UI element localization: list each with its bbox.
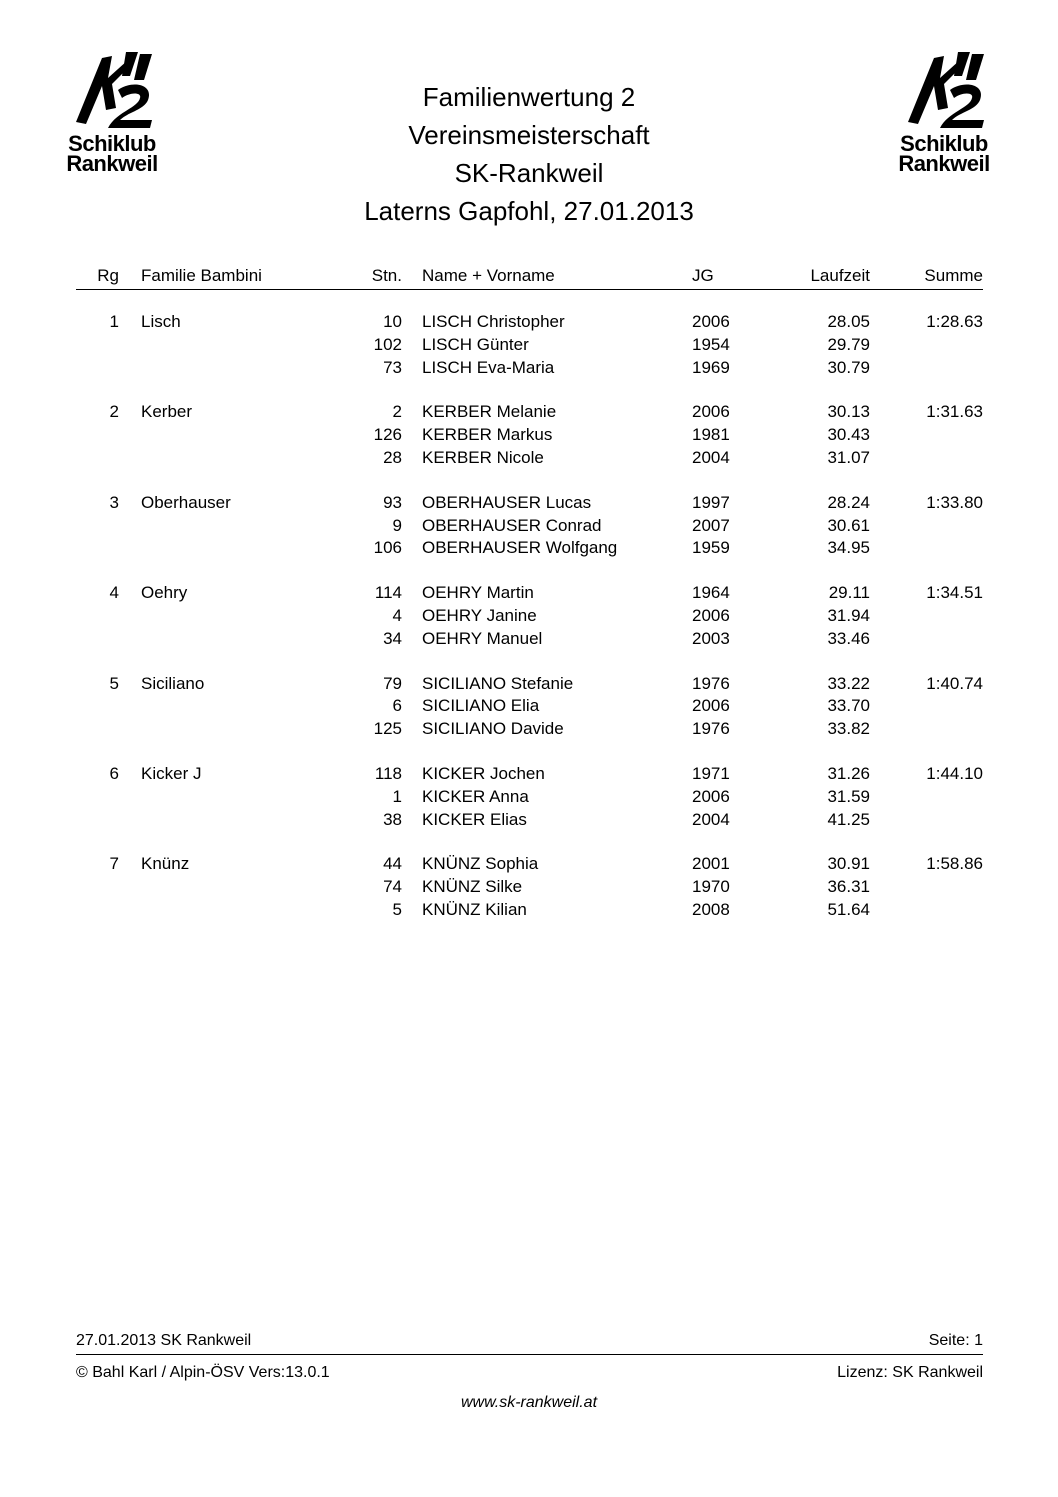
table-row — [76, 853, 983, 876]
run-time-cell: 31.07 — [827, 447, 870, 467]
run-time-cell: 30.61 — [827, 515, 870, 535]
table-row — [76, 809, 983, 832]
birth-year-cell: 2007 — [692, 515, 730, 535]
start-number-cell: 125 — [373, 719, 402, 739]
start-number-cell: 9 — [392, 515, 402, 535]
start-number-cell: 114 — [374, 583, 402, 603]
start-number-cell: 10 — [383, 312, 402, 331]
result-groups — [76, 311, 983, 922]
total-time-cell: 1:44.10 — [926, 763, 983, 783]
family-cell: Kerber — [141, 402, 193, 422]
family-group — [76, 311, 983, 379]
start-number-cell: 74 — [383, 877, 402, 897]
table-header — [76, 265, 983, 290]
total-time-cell: 1:40.74 — [926, 673, 983, 693]
table-row — [76, 334, 983, 357]
footer-license: Lizenz: SK Rankweil — [837, 1364, 983, 1381]
logo-text: Schiklub Rankweil — [898, 131, 990, 176]
birth-year-cell: 2006 — [692, 312, 730, 331]
start-number-cell: 93 — [383, 492, 402, 512]
family-group — [76, 492, 983, 560]
start-number-cell: 34 — [383, 628, 402, 648]
name-cell: OEHRY Janine — [422, 605, 537, 625]
start-number-cell: 6 — [392, 696, 402, 716]
name-cell: SICILIANO Davide — [422, 719, 564, 739]
family-group — [76, 853, 983, 921]
start-number-cell: 4 — [392, 605, 402, 625]
table-row — [76, 357, 983, 380]
table-row — [76, 537, 983, 560]
rank-cell: 3 — [109, 492, 119, 512]
run-time-cell: 30.91 — [827, 854, 870, 874]
results-table — [76, 265, 983, 922]
table-row — [76, 786, 983, 809]
run-time-cell: 33.22 — [827, 673, 870, 693]
rank-cell: 4 — [109, 583, 119, 603]
birth-year-cell: 2003 — [692, 628, 730, 648]
run-time-cell: 29.79 — [827, 334, 870, 354]
name-cell: OBERHAUSER Wolfgang — [422, 538, 618, 558]
rank-cell: 6 — [109, 763, 119, 783]
birth-year-cell: 2008 — [692, 899, 730, 919]
start-number-cell: 102 — [373, 334, 402, 354]
total-time-cell: 1:31.63 — [926, 402, 983, 422]
rank-cell: 1 — [109, 312, 119, 331]
start-number-cell: 38 — [383, 809, 402, 829]
start-number-cell: 79 — [383, 673, 402, 693]
run-time-cell: 28.24 — [827, 492, 870, 512]
club-name: SK-Rankweil — [454, 158, 604, 188]
birth-year-cell: 1959 — [692, 538, 730, 558]
name-cell: SICILIANO Elia — [422, 696, 540, 716]
start-number-cell: 118 — [374, 763, 402, 783]
table-row — [76, 311, 983, 334]
family-group — [76, 582, 983, 650]
start-number-cell: 28 — [383, 447, 402, 467]
run-time-cell: 30.79 — [827, 357, 870, 377]
family-group — [76, 763, 983, 831]
start-number-cell: 44 — [383, 854, 402, 874]
table-row — [76, 424, 983, 447]
footer-copyright: © Bahl Karl / Alpin-ÖSV Vers:13.0.1 — [76, 1364, 330, 1381]
birth-year-cell: 1976 — [692, 673, 730, 693]
table-row — [76, 763, 983, 786]
family-cell: Knünz — [141, 854, 190, 874]
family-group — [76, 673, 983, 741]
table-row — [76, 515, 983, 538]
col-header-jg: JG — [692, 266, 714, 285]
footer-line-1 — [76, 1332, 983, 1355]
table-row — [76, 718, 983, 741]
name-cell: LISCH Christopher — [422, 312, 565, 331]
total-time-cell: 1:33.80 — [926, 492, 983, 512]
table-row — [76, 605, 983, 628]
col-header-summe: Summe — [924, 266, 983, 285]
run-time-cell: 31.59 — [827, 786, 870, 806]
birth-year-cell: 1969 — [692, 357, 730, 377]
run-time-cell: 29.11 — [828, 583, 870, 603]
col-header-stn: Stn. — [371, 266, 402, 285]
table-row — [76, 876, 983, 899]
event-subtitle: Vereinsmeisterschaft — [408, 120, 650, 150]
name-cell: OBERHAUSER Lucas — [422, 492, 592, 512]
name-cell: KERBER Melanie — [422, 402, 557, 422]
name-cell: KICKER Elias — [422, 809, 527, 829]
name-cell: KERBER Nicole — [422, 447, 544, 467]
table-row — [76, 447, 983, 470]
run-time-cell: 33.82 — [827, 719, 870, 739]
table-row — [76, 492, 983, 515]
start-number-cell: 2 — [392, 402, 402, 422]
total-time-cell: 1:28.63 — [926, 312, 983, 331]
total-time-cell: 1:34.51 — [926, 583, 983, 603]
rank-cell: 2 — [109, 402, 119, 422]
run-time-cell: 31.94 — [827, 605, 870, 625]
run-time-cell: 31.26 — [827, 763, 870, 783]
birth-year-cell: 2006 — [692, 696, 730, 716]
birth-year-cell: 2001 — [692, 854, 730, 874]
table-row — [76, 582, 983, 605]
col-header-laufzeit: Laufzeit — [810, 266, 870, 285]
name-cell: KICKER Anna — [422, 786, 529, 806]
birth-year-cell: 2004 — [692, 447, 730, 467]
birth-year-cell: 2006 — [692, 605, 730, 625]
name-cell: OBERHAUSER Conrad — [422, 515, 602, 535]
total-time-cell: 1:58.86 — [926, 854, 983, 874]
document-header — [0, 78, 1058, 230]
col-header-rg: Rg — [97, 266, 119, 285]
run-time-cell: 30.43 — [827, 425, 870, 445]
event-title: Familienwertung 2 — [422, 82, 636, 112]
run-time-cell: 30.13 — [827, 402, 870, 422]
table-row — [76, 899, 983, 922]
birth-year-cell: 2004 — [692, 809, 730, 829]
footer-page-number: Seite: 1 — [928, 1332, 983, 1349]
name-cell: KNÜNZ Kilian — [422, 899, 527, 919]
family-cell: Oehry — [141, 583, 188, 603]
start-number-cell: 73 — [383, 357, 402, 377]
birth-year-cell: 2006 — [692, 786, 730, 806]
family-cell: Lisch — [141, 312, 181, 331]
start-number-cell: 126 — [373, 425, 402, 445]
birth-year-cell: 1970 — [692, 877, 730, 897]
run-time-cell: 51.64 — [827, 899, 870, 919]
rank-cell: 7 — [109, 854, 119, 874]
run-time-cell: 34.95 — [827, 538, 870, 558]
run-time-cell: 33.46 — [827, 628, 870, 648]
family-cell: Kicker J — [141, 763, 202, 783]
name-cell: KICKER Jochen — [422, 763, 545, 783]
start-number-cell: 106 — [373, 538, 402, 558]
start-number-cell: 1 — [392, 786, 402, 806]
event-location-date: Laterns Gapfohl, 27.01.2013 — [364, 196, 694, 226]
table-row — [76, 401, 983, 424]
birth-year-cell: 1981 — [692, 425, 730, 445]
name-cell: KERBER Markus — [422, 425, 553, 445]
name-cell: KNÜNZ Sophia — [422, 854, 539, 874]
birth-year-cell: 1954 — [692, 334, 730, 354]
birth-year-cell: 1997 — [692, 492, 730, 512]
start-number-cell: 5 — [392, 899, 402, 919]
run-time-cell: 28.05 — [827, 312, 870, 331]
birth-year-cell: 1964 — [692, 583, 730, 603]
col-header-name: Name + Vorname — [422, 266, 555, 285]
footer-date-club: 27.01.2013 SK Rankweil — [76, 1332, 252, 1349]
run-time-cell: 41.25 — [827, 809, 870, 829]
table-row — [76, 628, 983, 651]
footer-url: www.sk-rankweil.at — [460, 1394, 598, 1411]
name-cell: OEHRY Manuel — [422, 628, 543, 648]
birth-year-cell: 2006 — [692, 402, 730, 422]
family-group — [76, 401, 983, 469]
col-header-familie: Familie Bambini — [141, 266, 262, 285]
name-cell: LISCH Günter — [422, 334, 529, 354]
name-cell: SICILIANO Stefanie — [422, 673, 574, 693]
birth-year-cell: 1971 — [692, 763, 730, 783]
logo-text: Schiklub Rankweil — [66, 131, 158, 176]
birth-year-cell: 1976 — [692, 719, 730, 739]
rank-cell: 5 — [109, 673, 119, 693]
run-time-cell: 36.31 — [827, 877, 870, 897]
name-cell: OEHRY Martin — [422, 583, 534, 603]
table-row — [76, 673, 983, 696]
family-cell: Siciliano — [141, 673, 205, 693]
name-cell: LISCH Eva-Maria — [422, 357, 555, 377]
name-cell: KNÜNZ Silke — [422, 877, 523, 897]
family-cell: Oberhauser — [141, 492, 231, 512]
table-row — [76, 695, 983, 718]
run-time-cell: 33.70 — [827, 696, 870, 716]
